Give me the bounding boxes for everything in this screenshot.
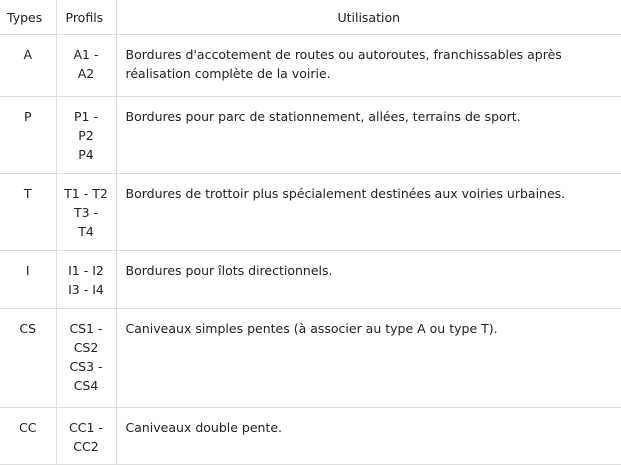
header-utilisation: Utilisation: [116, 0, 621, 35]
utilisation-cell: [116, 251, 621, 309]
utilisation-line: Bordures pour îlots directionnels.: [125, 263, 333, 278]
table-row: [0, 174, 621, 251]
profil-line: P2: [78, 128, 94, 143]
profils-cell: [56, 97, 116, 174]
profil-line: I3 - I4: [68, 282, 104, 297]
profil-line: CC1 -: [69, 420, 103, 435]
table-header-row: [0, 0, 621, 35]
profil-line: CS1 -: [69, 321, 103, 336]
profil-line: I1 - I2: [68, 263, 104, 278]
type-cell: A: [0, 35, 56, 97]
utilisation-line: réalisation complète de la voirie.: [125, 66, 331, 81]
utilisation-line: Bordures de trottoir plus spécialement destinées aux voiries urbaines.: [125, 186, 566, 201]
utilisation-cell: [116, 97, 621, 174]
type-cell: CC: [0, 408, 56, 465]
profils-cell: [56, 251, 116, 309]
profils-cell: [56, 174, 116, 251]
table-row: [0, 35, 621, 97]
header-profils: Profils: [56, 0, 116, 35]
utilisation-line: Bordures d'accotement de routes ou autoroutes, franchissables après: [125, 47, 562, 62]
profil-line: CC2: [73, 439, 99, 454]
type-cell: T: [0, 174, 56, 251]
type-cell: CS: [0, 309, 56, 408]
profils-cell: [56, 408, 116, 465]
utilisation-line: Caniveaux simples pentes (à associer au type A ou type T).: [125, 321, 498, 336]
table-row: [0, 251, 621, 309]
utilisation-cell: [116, 309, 621, 408]
table-row: [0, 97, 621, 174]
utilisation-cell: [116, 408, 621, 465]
profil-line: A2: [77, 66, 95, 81]
header-types: Types: [0, 0, 56, 35]
profil-line: CS2: [73, 340, 99, 355]
profil-line: T4: [78, 224, 94, 239]
utilisation-line: Caniveaux double pente.: [125, 420, 283, 435]
utilisation-cell: [116, 35, 621, 97]
profil-line: T1 - T2: [64, 186, 108, 201]
profils-cell: [56, 35, 116, 97]
type-cell: P: [0, 97, 56, 174]
profil-line: A1 -: [73, 47, 99, 62]
profils-cell: [56, 309, 116, 408]
profil-line: T3 -: [73, 205, 99, 220]
profil-line: P4: [78, 147, 94, 162]
profil-line: CS3 -: [69, 359, 103, 374]
utilisation-line: Bordures pour parc de stationnement, allées, terrains de sport.: [125, 109, 521, 124]
utilisation-cell: [116, 174, 621, 251]
profil-line: P1 -: [74, 109, 98, 124]
type-cell: I: [0, 251, 56, 309]
profil-line: CS4: [73, 378, 99, 393]
table-row: [0, 408, 621, 465]
table-row: [0, 309, 621, 408]
